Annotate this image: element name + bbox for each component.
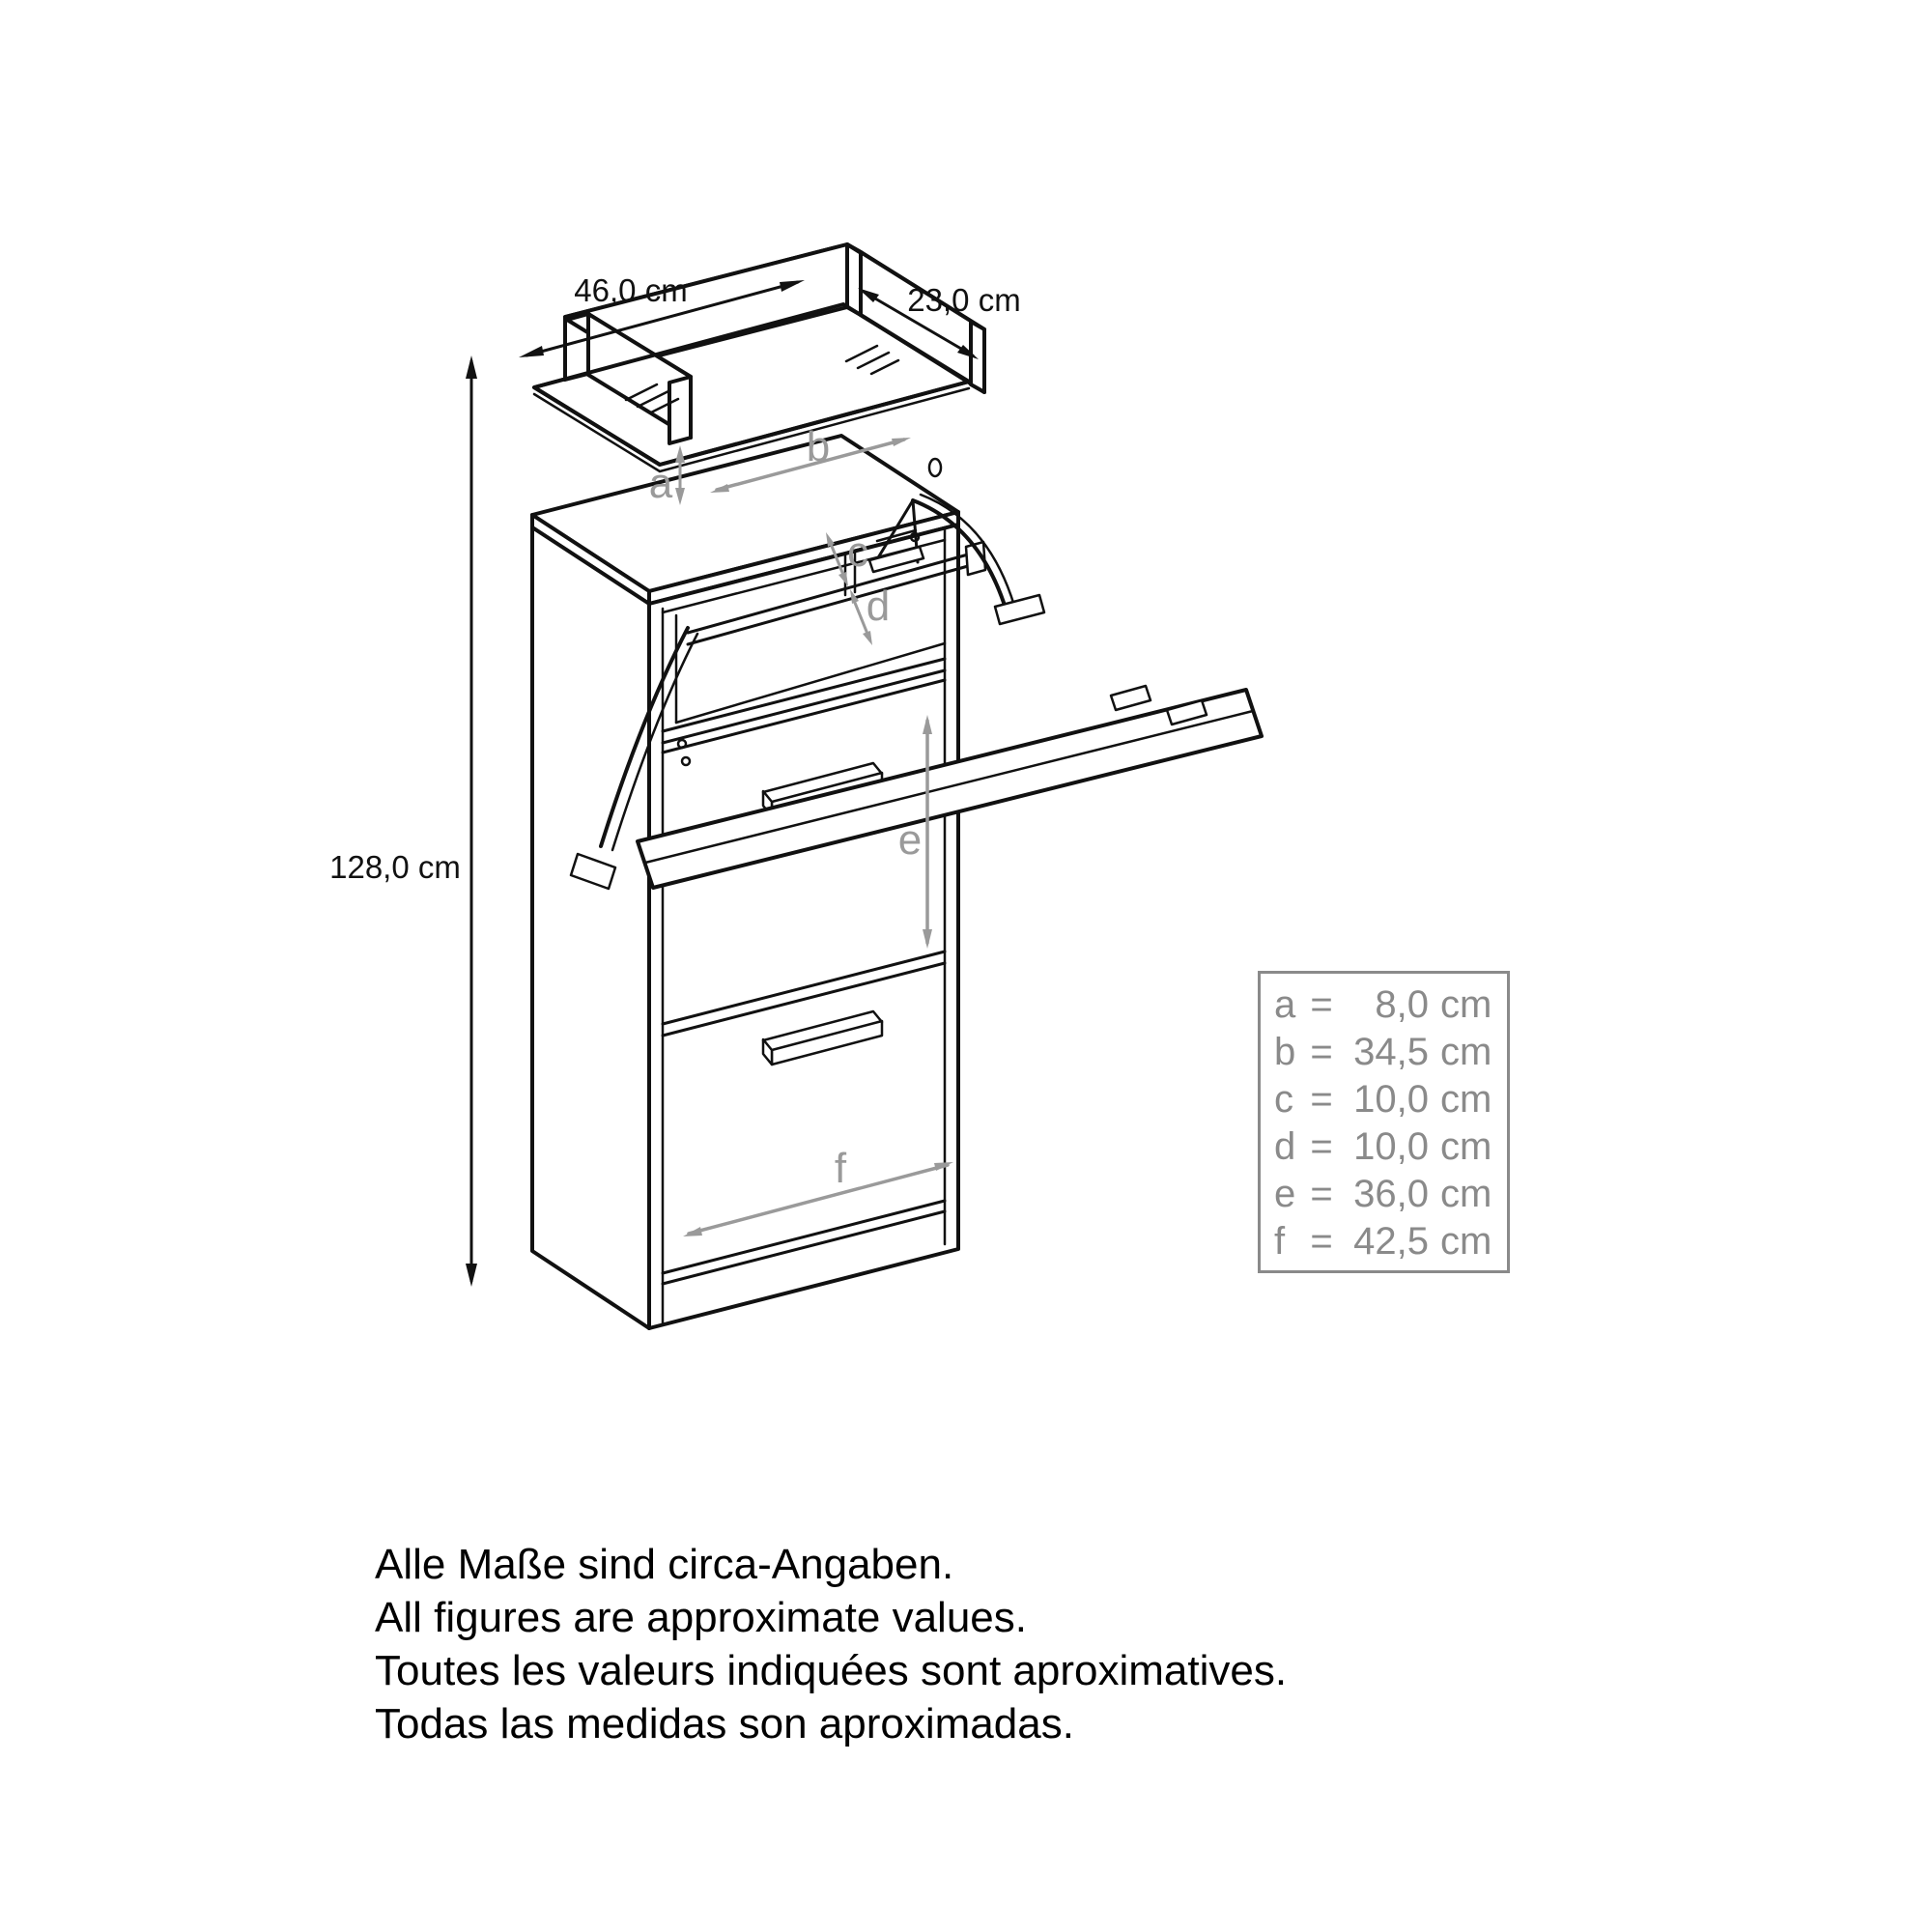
cable-hole xyxy=(929,459,941,476)
depth-dimension-label: 23,0 cm xyxy=(907,282,1021,318)
label-e: e xyxy=(897,816,923,864)
legend-row-e: e = 36,0 cm xyxy=(1274,1173,1492,1215)
label-f: f xyxy=(834,1145,847,1192)
height-dimension-label: 128,0 cm xyxy=(329,849,461,885)
note-en: All figures are approximate values. xyxy=(375,1594,1027,1641)
legend-row-b: b = 34,5 cm xyxy=(1274,1031,1492,1073)
measurement-legend xyxy=(1258,971,1510,1273)
label-c: c xyxy=(847,528,868,576)
approximate-values-notes xyxy=(375,1538,1287,1750)
note-fr: Toutes les valeurs indiquées sont aproximatives. xyxy=(375,1647,1288,1694)
legend-row-d: d = 10,0 cm xyxy=(1274,1125,1492,1168)
side-panel xyxy=(532,527,649,1328)
width-dimension-label: 46,0 cm xyxy=(574,272,688,308)
legend-row-f: f = 42,5 cm xyxy=(1274,1220,1492,1263)
note-es: Todas las medidas son aproximadas. xyxy=(375,1700,1074,1747)
label-b: b xyxy=(806,423,831,470)
note-de: Alle Maße sind circa-Angaben. xyxy=(375,1541,954,1588)
label-d: d xyxy=(866,582,891,630)
label-a: a xyxy=(648,460,673,507)
legend-row-c: c = 10,0 cm xyxy=(1274,1078,1492,1121)
legend-row-a: a = 8,0 cm xyxy=(1274,983,1492,1026)
